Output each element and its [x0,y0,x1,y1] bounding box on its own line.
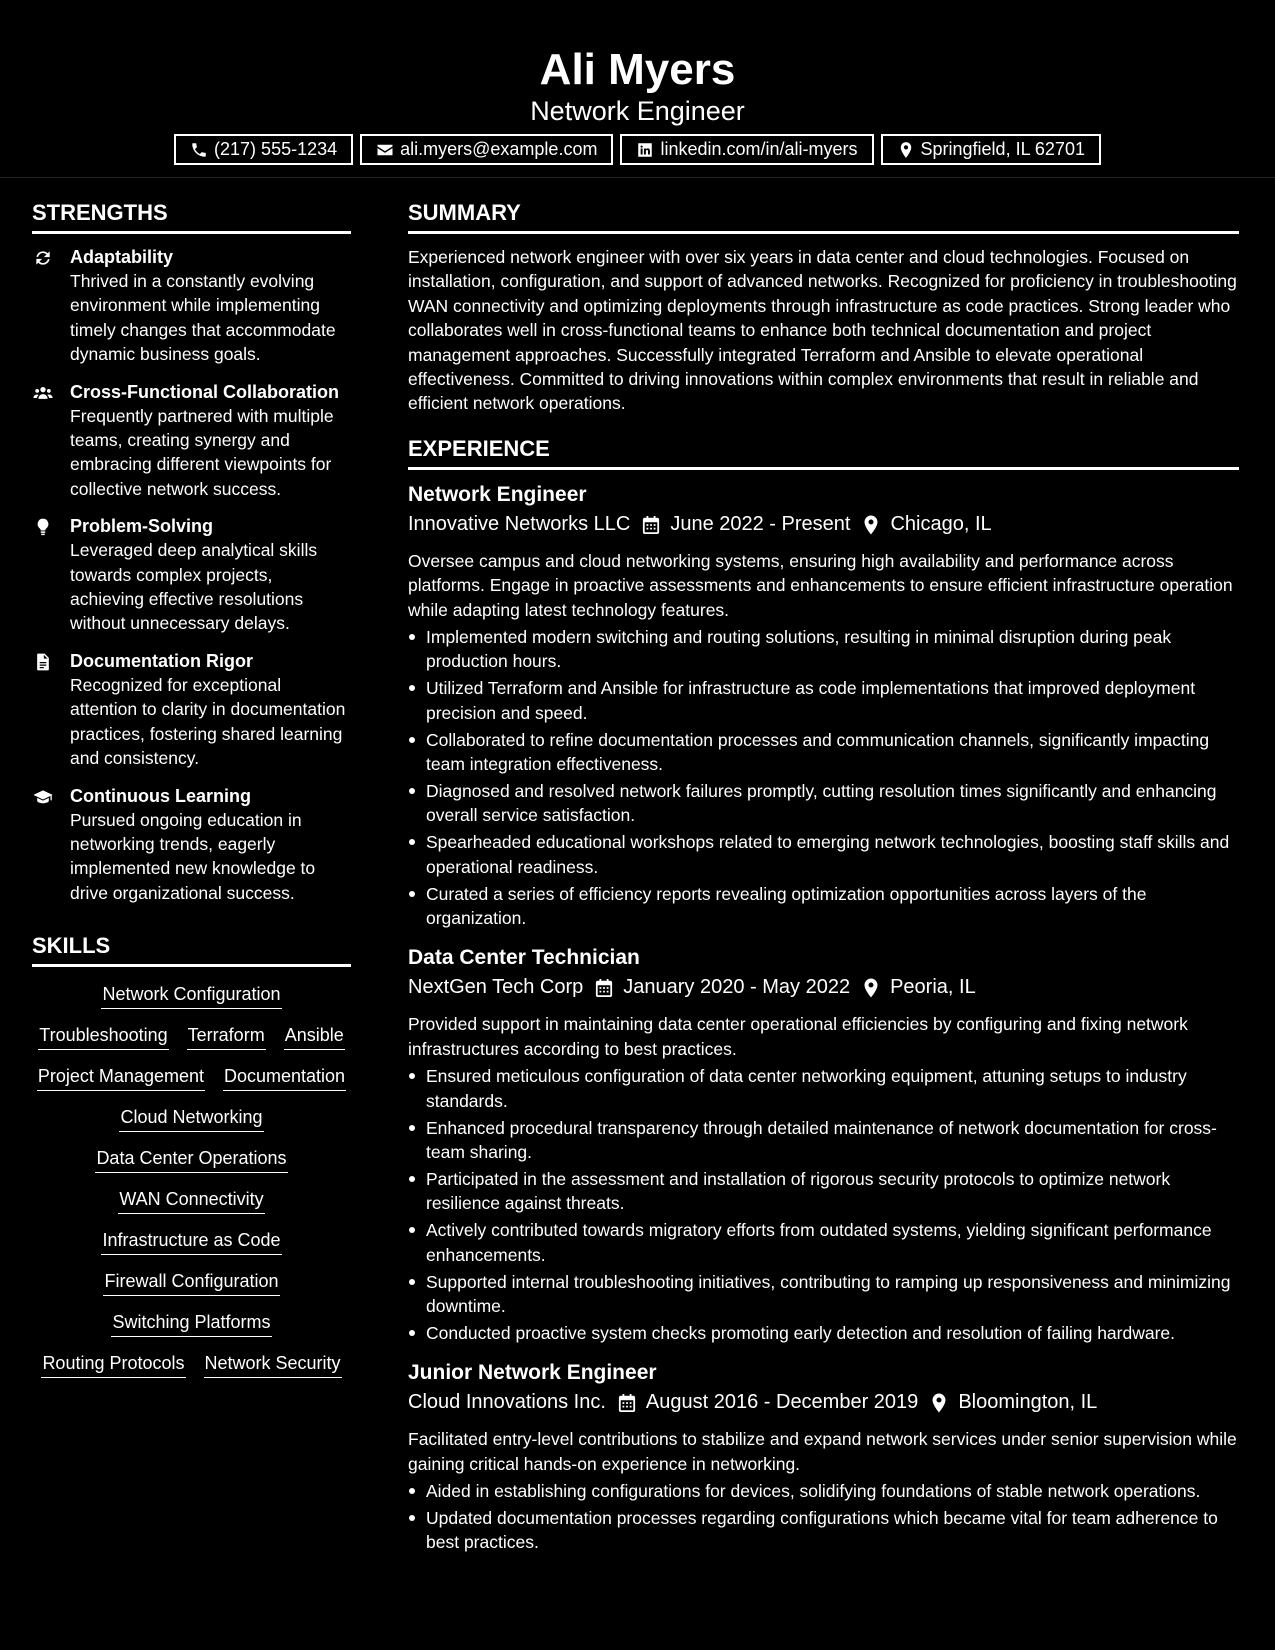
job-location: Chicago, IL [890,512,992,535]
skill-tag: Routing Protocols [41,1352,185,1378]
skill-tag: Cloud Networking [119,1106,263,1132]
sync-icon [33,248,53,268]
graduation-cap-icon [33,787,53,807]
strength-description: Recognized for exceptional attention to clarity in documentation practices, fostering shared learning and consistency. [70,674,346,769]
job-bullet: Enhanced procedural transparency through detailed maintenance of network documentation for cross-team sharing. [408,1116,1239,1165]
calendar-icon [618,1393,636,1413]
job-title: Network Engineer [408,482,587,506]
contact-location[interactable] [881,134,1101,165]
job-bullet: Aided in establishing configurations for devices, solidifying foundations of stable network operations. [408,1479,1239,1503]
job-location: Peoria, IL [890,976,976,999]
strengths-heading: STRENGTHS [32,198,351,234]
job-entry [408,1359,1239,1555]
skill-tag: Data Center Operations [95,1147,287,1173]
lightbulb-icon [33,517,53,537]
job-bullet: Participated in the assessment and installation of rigorous security protocols to optimize network resilience against threats. [408,1167,1239,1216]
calendar-icon-wrap [642,514,660,534]
linkedin-text: linkedin.com/in/ali-myers [660,139,858,159]
document-icon [33,652,53,672]
calendar-icon [595,978,613,998]
job-bullets [408,1479,1239,1555]
job-bullet: Implemented modern switching and routing solutions, resulting in minimal disruption during peak production hours. [408,625,1239,674]
contact-bar [0,134,1275,165]
job-meta [408,509,1239,539]
skill-tag: Terraform [187,1024,266,1050]
lightbulb-icon [33,517,53,537]
strength-item [32,245,351,367]
job-bullet: Utilized Terraform and Ansible for infrastructure as code implementations that improved deployment precision and speed. [408,676,1239,725]
map-pin-icon [862,515,880,535]
job-company: Innovative Networks LLC [408,512,631,535]
job-description: Provided support in maintaining data center operational efficiencies by configuring and fixing network infrastructures according to best practices. [408,1014,1188,1059]
skill-tag: Network Configuration [101,983,281,1009]
skill-tag: Project Management [37,1065,205,1091]
experience-list [408,481,1239,1555]
resume-header [0,0,1275,178]
summary-heading: SUMMARY [408,198,1239,234]
skill-tag: Troubleshooting [38,1024,168,1050]
phone-icon [190,141,208,159]
strength-description: Frequently partnered with multiple teams, creating synergy and embracing different viewpoints for collective network success. [70,405,334,499]
job-entry [408,481,1239,931]
strength-description: Thrived in a constantly evolving environment while implementing timely changes that accommodate dynamic business goals. [70,271,336,365]
job-bullet: Conducted proactive system checks promoting early detection and resolution of failing hardware. [408,1321,1239,1345]
users-icon [33,383,53,403]
strength-item [32,514,351,636]
map-pin-icon [862,978,880,998]
graduation-cap-icon [33,787,53,807]
strength-item [32,784,351,906]
strength-title: Adaptability [70,247,174,267]
calendar-icon [642,515,660,535]
strength-description: Leveraged deep analytical skills towards complex projects, achieving effective resolutions without unnecessary delays. [70,540,318,634]
location-text: Springfield, IL 62701 [920,139,1085,159]
strength-title: Documentation Rigor [70,650,253,671]
skill-tag: WAN Connectivity [118,1188,264,1214]
job-dates: January 2020 - May 2022 [623,976,851,999]
strength-title: Cross-Functional Collaboration [70,381,340,402]
job-bullets [408,625,1239,930]
skill-tag: Firewall Configuration [103,1270,279,1296]
right-column [408,198,1239,1569]
summary-text: Experienced network engineer with over six years in data center and cloud technologies. Focused on installation, configuration, and support of advanced networks. Recognized for proficiency in troubleshooting WAN connectivity and optimizing deployments through infrastructure as code practices. Strong leader who collaborates well in cross-functional teams to enhance both technical documentation and project management approaches. Successfully integrated Terraform and Ansible to elevate operational effectiveness. Committed to driving innovations within complex environments that result in reliable and efficient network operations. [408,247,1237,414]
email-text: ali.myers@example.com [400,139,598,159]
skill-tag: Ansible [284,1024,345,1050]
job-dates: June 2022 - Present [670,512,851,535]
strength-item [32,649,351,771]
map-pin-icon [930,1393,948,1413]
skill-tag: Infrastructure as Code [101,1229,281,1255]
contact-linkedin[interactable] [620,134,873,165]
contact-phone[interactable] [174,134,353,165]
strength-title: Continuous Learning [70,785,251,806]
skill-tag: Switching Platforms [111,1311,271,1337]
job-company: NextGen Tech Corp [408,976,584,999]
skills-list [32,978,351,1378]
linkedin-icon [636,141,654,159]
map-pin-icon [897,141,915,159]
job-bullet: Collaborated to refine documentation processes and communication channels, significantly impacting team integration effectiveness. [408,728,1239,777]
phone-text: (217) 555-1234 [214,139,338,159]
job-bullets [408,1064,1239,1345]
job-bullet: Supported internal troubleshooting initiatives, contributing to ramping up responsiveness and minimizing downtime. [408,1270,1239,1319]
skill-tag: Network Security [204,1352,342,1378]
contact-email[interactable] [360,134,613,165]
calendar-icon-wrap [595,977,613,997]
job-description: Facilitated entry-level contributions to stabilize and expand network services under senior supervision while gaining critical hands-on experience in networking. [408,1429,1237,1474]
skills-heading: SKILLS [32,931,351,967]
job-title: Data Center Technician [408,946,640,970]
strength-item [32,380,351,502]
job-meta [408,972,1239,1002]
experience-heading: EXPERIENCE [408,434,1239,470]
map-pin-icon-wrap [930,1392,948,1412]
job-location: Bloomington, IL [958,1391,1098,1414]
calendar-icon-wrap [618,1392,636,1412]
envelope-icon [376,141,394,159]
job-description: Oversee campus and cloud networking systems, ensuring high availability and performance across platforms. Engage in proactive assessments and enhancements to ensure efficient infrastructure operation while adapting latest technology features. [408,550,1233,620]
job-bullet: Ensured meticulous configuration of data center networking equipment, attuning setups to industry standards. [408,1064,1239,1113]
job-company: Cloud Innovations Inc. [408,1391,606,1414]
job-meta [408,1387,1239,1417]
sync-icon [33,248,53,268]
job-bullet: Curated a series of efficiency reports revealing optimization opportunities across layers of the organization. [408,882,1239,931]
job-bullet: Diagnosed and resolved network failures promptly, cutting resolution times significantly and enhancing overall service satisfaction. [408,779,1239,828]
map-pin-icon-wrap [862,977,880,997]
job-bullet: Actively contributed towards migratory efforts from outdated systems, yielding significant performance enhancements. [408,1218,1239,1267]
job-bullet: Updated documentation processes regarding configurations which became vital for team adherence to best practices. [408,1506,1239,1555]
job-title: Junior Network Engineer [408,1361,657,1385]
job-entry [408,944,1239,1345]
job-dates: August 2016 - December 2019 [645,1391,919,1414]
candidate-name: Ali Myers [539,45,736,94]
strength-title: Problem-Solving [70,516,214,537]
map-pin-icon-wrap [862,514,880,534]
strength-description: Pursued ongoing education in networking trends, eagerly implemented new knowledge to drive organizational success. [70,809,316,903]
candidate-title: Network Engineer [530,96,745,126]
users-icon [33,383,53,403]
job-bullet: Spearheaded educational workshops related to emerging network technologies, boosting staff skills and operational readiness. [408,830,1239,879]
strengths-list [32,245,351,905]
skill-tag: Documentation [223,1065,346,1091]
document-icon [33,652,53,672]
left-column [32,198,351,1378]
